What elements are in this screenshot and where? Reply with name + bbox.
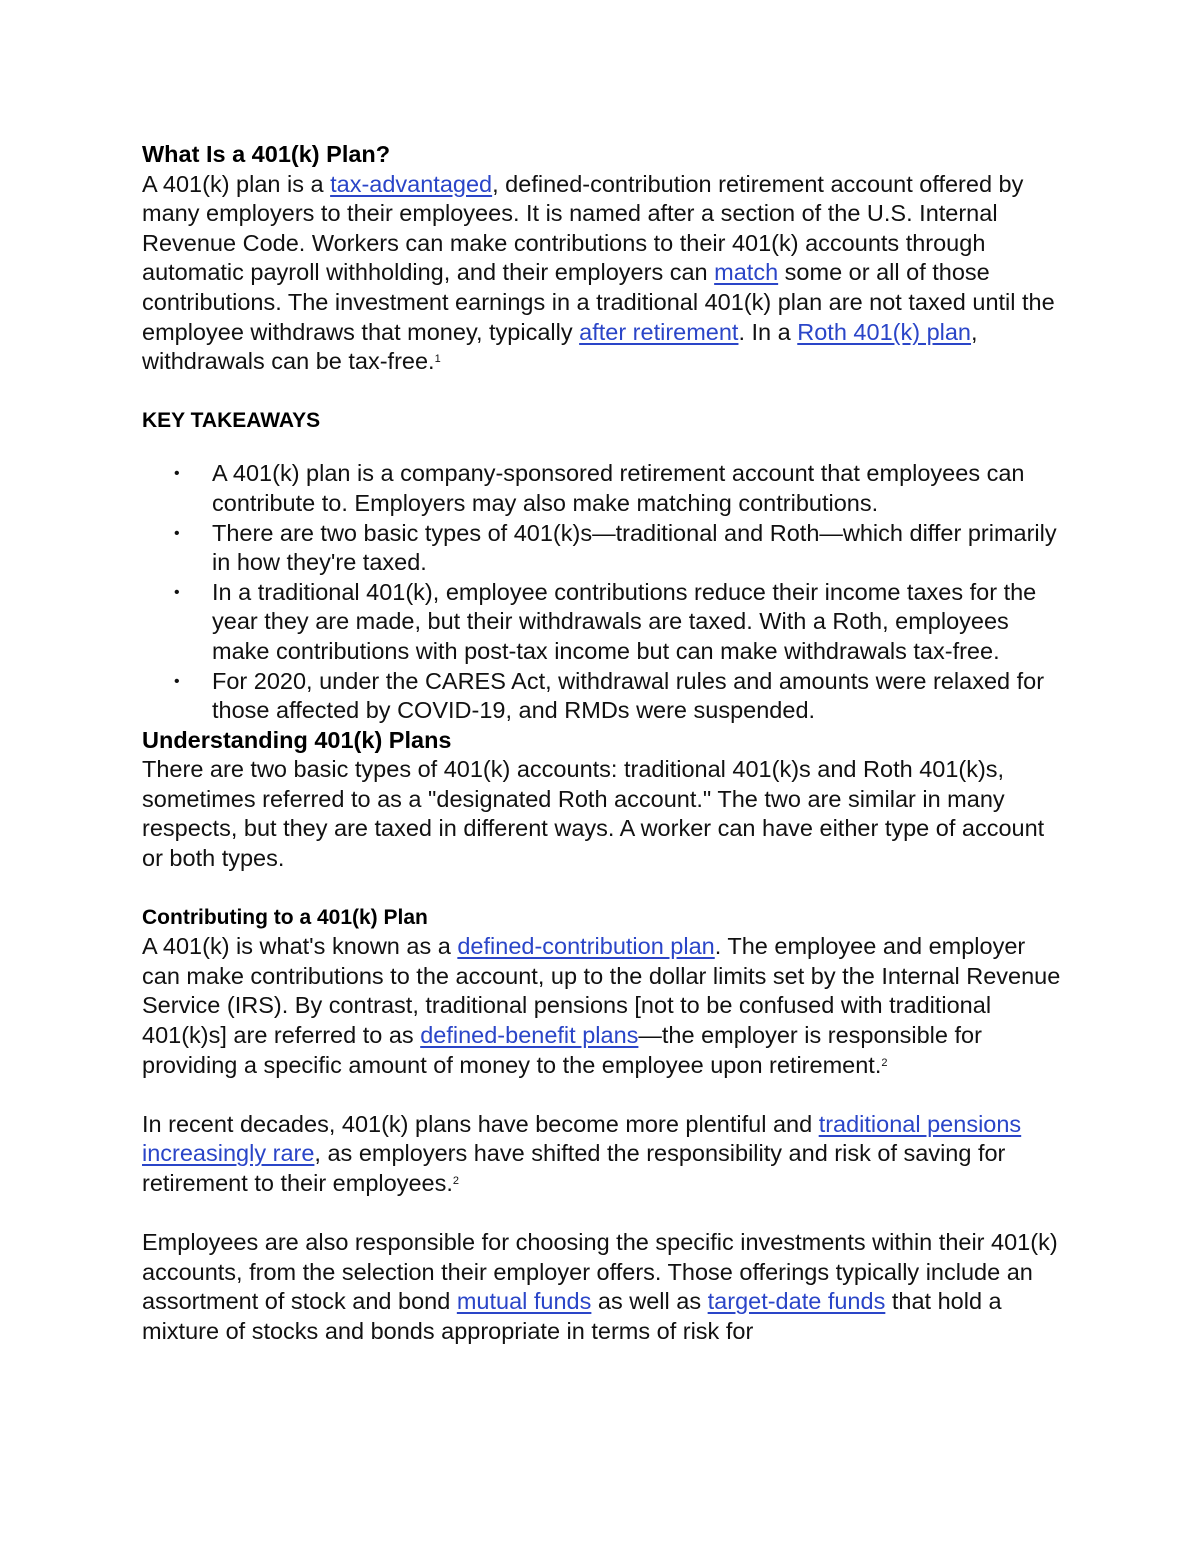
text-run: A 401(k) is what's known as a bbox=[142, 933, 458, 960]
section-title-understanding: Understanding 401(k) Plans bbox=[142, 726, 452, 753]
list-item bbox=[174, 667, 1062, 726]
link-match[interactable]: match bbox=[714, 259, 779, 286]
list-item-text: A 401(k) plan is a company-sponsored retirement account that employees can contribute to. Employers may also make matching contributions. bbox=[212, 460, 1025, 516]
bullet-icon: • bbox=[174, 524, 180, 542]
list-item bbox=[174, 519, 1062, 578]
text-run: , defined-contribution retirement account offered by many employers to their employees. It is named after a section of the U.S. Internal Revenue Code. Workers can make contributions to their 401(k) accounts through automatic payroll withholding, and their employers can bbox=[142, 170, 1024, 286]
text-run: that hold a mixture of stocks and bonds appropriate in terms of risk for bbox=[142, 1288, 1002, 1344]
text-run: , as employers have shifted the responsibility and risk of saving for retirement to their employees. bbox=[142, 1140, 1006, 1196]
text-run: —the employer is responsible for providing a specific amount of money to the employee upon retirement. bbox=[142, 1022, 982, 1078]
text-run: as well as bbox=[591, 1288, 708, 1315]
link-roth-401k-plan[interactable]: Roth 401(k) plan bbox=[797, 318, 972, 345]
link-defined-benefit-plans[interactable]: defined-benefit plans bbox=[420, 1022, 639, 1049]
link-traditional-pensions-increasingly-rare[interactable]: traditional pensions increasingly rare bbox=[142, 1110, 1022, 1167]
link-tax-advantaged[interactable]: tax-advantaged bbox=[330, 170, 493, 197]
key-takeaways-heading: KEY TAKEAWAYS bbox=[142, 408, 321, 432]
bullet-icon: • bbox=[174, 465, 180, 483]
contributing-paragraph-2 bbox=[142, 1110, 1062, 1199]
link-defined-contribution-plan[interactable]: defined-contribution plan bbox=[457, 933, 715, 960]
link-after-retirement[interactable]: after retirement bbox=[579, 318, 739, 345]
list-item bbox=[174, 459, 1062, 518]
contributing-paragraph-1 bbox=[142, 932, 1062, 1080]
text-run: Employees are also responsible for choosing the specific investments within their 401(k) accounts, from the selection their employer offers. Those offerings typically include an assortment of stock and bond bbox=[142, 1229, 1058, 1315]
footnote-marker[interactable]: 2 bbox=[881, 1056, 888, 1069]
footnote-marker[interactable]: 2 bbox=[452, 1175, 459, 1187]
section-title-what-is-401k: What Is a 401(k) Plan? bbox=[142, 141, 391, 167]
list-item-text: There are two basic types of 401(k)s—traditional and Roth—which differ primarily in how they're taxed. bbox=[212, 519, 1057, 576]
bullet-icon: • bbox=[174, 583, 180, 601]
list-item-text: For 2020, under the CARES Act, withdrawal rules and amounts were relaxed for those affected by COVID-19, and RMDs were suspended. bbox=[212, 667, 1045, 724]
link-target-date-funds[interactable]: target-date funds bbox=[707, 1288, 886, 1315]
list-item bbox=[174, 578, 1062, 667]
text-run: , withdrawals can be tax-free. bbox=[142, 318, 978, 375]
understanding-paragraph: There are two basic types of 401(k) accounts: traditional 401(k)s and Roth 401(k)s, sometimes referred to as a "designated Roth account." The two are similar in many respects, but they are taxed in different ways. A worker can have either type of account or both types. bbox=[142, 756, 1045, 872]
contributing-paragraph-3 bbox=[142, 1228, 1062, 1346]
intro-paragraph bbox=[142, 170, 1062, 377]
footnote-marker[interactable]: 1 bbox=[434, 353, 441, 366]
key-takeaways-list bbox=[142, 459, 1062, 725]
text-run: . The employee and employer can make contributions to the account, up to the dollar limits set by the Internal Revenue Service (IRS). By contrast, traditional pensions [not to be confused with traditional 401(k)s] are referred to as bbox=[142, 933, 1061, 1049]
text-run: . In a bbox=[738, 318, 798, 345]
link-mutual-funds[interactable]: mutual funds bbox=[456, 1288, 592, 1315]
document-page bbox=[142, 140, 1062, 1347]
list-item-text: In a traditional 401(k), employee contributions reduce their income taxes for the year they are made, but their withdrawals are taxed. With a Roth, employees make contributions with post-tax income but can make withdrawals tax-free. bbox=[212, 578, 1037, 664]
section-title-contributing: Contributing to a 401(k) Plan bbox=[142, 905, 428, 929]
bullet-icon: • bbox=[174, 672, 180, 690]
text-run: A 401(k) plan is a bbox=[142, 170, 331, 197]
text-run: In recent decades, 401(k) plans have become more plentiful and bbox=[142, 1110, 819, 1137]
text-run: some or all of those contributions. The investment earnings in a traditional 401(k) plan are not taxed until the employee withdraws that money, typically bbox=[142, 259, 1055, 345]
